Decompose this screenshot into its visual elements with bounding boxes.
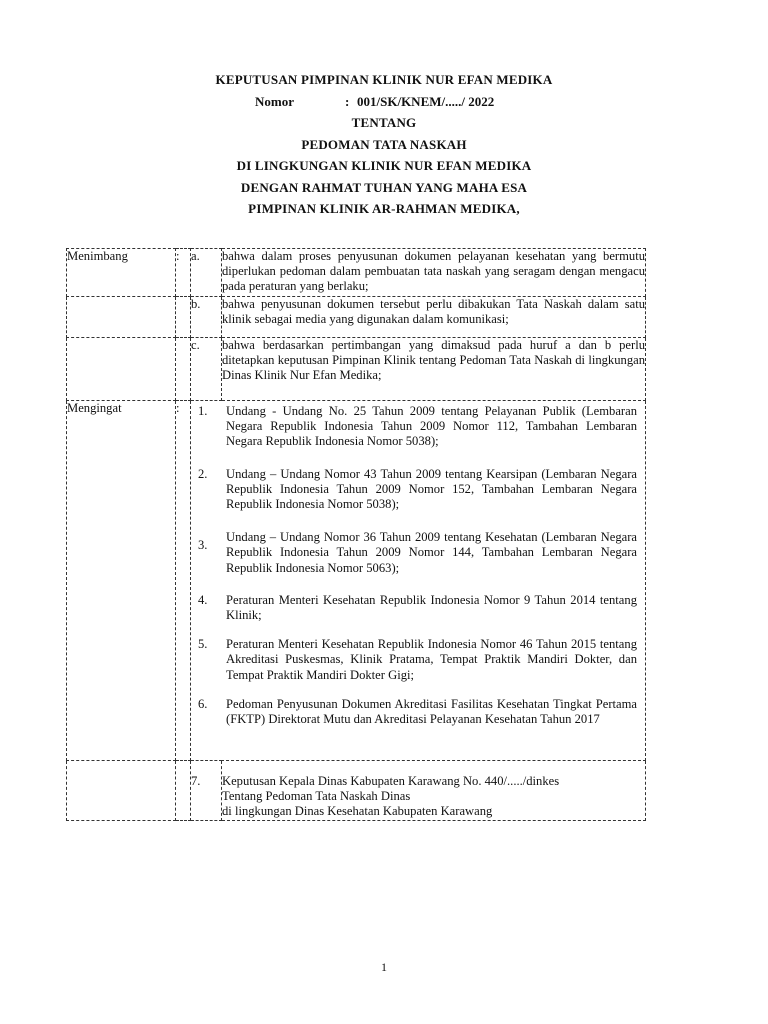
item-text: bahwa dalam proses penyusunan dokumen pelayanan kesehatan yang bermutu diperlukan pedoman dalam pembuatan tata naskah yang seragam dengan mengacu pada peraturan yang berlaku; xyxy=(222,249,646,297)
table-row xyxy=(67,297,646,338)
mengingat-label: Mengingat xyxy=(67,401,176,761)
list-item xyxy=(191,637,645,683)
item-number: 5. xyxy=(198,637,208,652)
table-row xyxy=(67,401,646,761)
menimbang-label: Menimbang xyxy=(67,249,176,297)
item-number: 1. xyxy=(198,404,208,418)
item-number: 6. xyxy=(198,696,208,711)
item-number: 7. xyxy=(191,761,222,821)
subject-line-1: PEDOMAN TATA NASKAH xyxy=(301,137,467,152)
tentang-heading: TENTANG xyxy=(351,115,417,130)
item-text-line: di lingkungan Dinas Kesehatan Kabupaten Karawang xyxy=(222,804,493,819)
mengingat-list xyxy=(191,401,646,761)
nomor-value: 001/SK/KNEM/...../ 2022 xyxy=(357,94,495,109)
table-row xyxy=(67,249,646,297)
item-number: 2. xyxy=(198,466,208,481)
item-text-line: Tentang Pedoman Tata Naskah Dinas xyxy=(222,789,411,804)
page-number: 1 xyxy=(381,960,387,974)
item-text: Peraturan Menteri Kesehatan Republik Indonesia Nomor 9 Tahun 2014 tentang Klinik; xyxy=(226,592,637,623)
authority-line: PIMPINAN KLINIK AR-RAHMAN MEDIKA, xyxy=(248,201,520,216)
empty-cell xyxy=(67,297,176,338)
empty-cell xyxy=(67,761,176,821)
nomor-colon: : xyxy=(345,94,350,109)
nomor-label: Nomor xyxy=(255,94,294,109)
item-text: Peraturan Menteri Kesehatan Republik Indonesia Nomor 46 Tahun 2015 tentang Akreditasi Puskesmas, Klinik Pratama, Tempat Praktik Mandiri Dokter, dan Tempat Praktik Mandiri Dokter Gigi; xyxy=(226,637,637,682)
decree-title: KEPUTUSAN PIMPINAN KLINIK NUR EFAN MEDIKA xyxy=(215,72,553,87)
list-item xyxy=(191,467,645,513)
menimbang-colon: : xyxy=(176,249,191,297)
item-number: a. xyxy=(191,249,222,297)
subject-line-2: DI LINGKUNGAN KLINIK NUR EFAN MEDIKA xyxy=(236,158,532,173)
item-number: 4. xyxy=(198,592,208,607)
item-text xyxy=(222,761,646,821)
item-number: c. xyxy=(191,338,222,401)
item-text: bahwa penyusunan dokumen tersebut perlu dibakukan Tata Naskah dalam satu klinik sebagai media yang digunakan dalam komunikasi; xyxy=(222,297,646,338)
empty-cell xyxy=(176,297,191,338)
item-text-line: Keputusan Kepala Dinas Kabupaten Karawang No. 440/...../dinkes xyxy=(222,774,560,788)
blessing-line: DENGAN RAHMAT TUHAN YANG MAHA ESA xyxy=(240,180,528,195)
empty-cell xyxy=(176,338,191,401)
empty-cell xyxy=(67,338,176,401)
item-text: Undang – Undang Nomor 43 Tahun 2009 tentang Kearsipan (Lembaran Negara Republik Indonesia Tahun 2009 Nomor 152, Tambahan Lembaran Negara Republik Indonesia Nomor 5038); xyxy=(226,466,637,512)
list-item xyxy=(191,593,645,623)
table-row xyxy=(67,761,646,821)
mengingat-colon: : xyxy=(176,401,191,761)
item-text: bahwa berdasarkan pertimbangan yang dimaksud pada huruf a dan b perlu ditetapkan keputusan Pimpinan Klinik tentang Pedoman Tata Naskah di lingkungan Dinas Klinik Nur Efan Medika; xyxy=(222,338,646,401)
item-text: Pedoman Penyusunan Dokumen Akreditasi Fasilitas Kesehatan Tingkat Pertama (FKTP) Direktorat Mutu dan Akreditasi Pelayanan Kesehatan Tahun 2017 xyxy=(226,696,637,727)
item-number: 3. xyxy=(198,538,208,553)
empty-cell xyxy=(176,761,191,821)
item-text: Undang – Undang Nomor 36 Tahun 2009 tentang Kesehatan (Lembaran Negara Republik Indonesia Tahun 2009 Nomor 144, Tambahan Lembaran Negara Republik Indonesia Nomor 5063); xyxy=(226,530,637,575)
item-number: b. xyxy=(191,297,222,338)
list-item xyxy=(191,404,645,450)
list-item xyxy=(191,697,645,727)
considerations-table xyxy=(66,248,646,821)
list-item xyxy=(191,530,645,576)
table-row xyxy=(67,338,646,401)
item-text: Undang - Undang No. 25 Tahun 2009 tentang Pelayanan Publik (Lembaran Negara Republik Indonesia Tahun 2009 Nomor 112, Tambahan Lembaran Negara Republik Indonesia Nomor 5038); xyxy=(226,404,637,449)
